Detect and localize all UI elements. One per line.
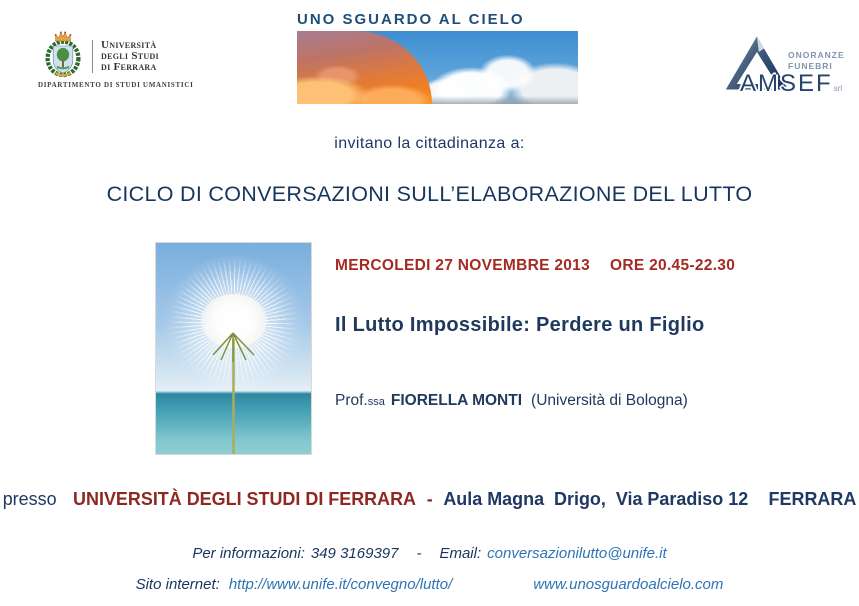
banner-title: UNO SGUARDO AL CIELO <box>297 11 525 28</box>
amsef-name: AMSEF <box>740 70 833 97</box>
sunset-clouds-overlay <box>297 31 432 104</box>
event-datetime <box>335 257 735 275</box>
unife-name-line2: degli Studi <box>101 50 159 62</box>
unife-crest-icon <box>44 30 82 78</box>
amsef-tagline <box>788 50 845 71</box>
site-link-unife[interactable]: http://www.unife.it/convegno/lutto/ <box>228 576 453 593</box>
site-line <box>0 576 859 593</box>
amsef-logo-block <box>718 30 853 105</box>
amsef-tagline-line2: FUNEBRI <box>788 60 833 71</box>
unife-name-line1: Università <box>101 39 157 51</box>
dandelion-image <box>155 242 312 455</box>
unife-name <box>92 40 159 73</box>
unife-name-line3: di Ferrara <box>101 61 157 73</box>
info-separator: - <box>416 545 422 562</box>
dandelion-stem <box>156 243 311 454</box>
venue-address: Aula Magna Drigo, Via Paradiso 12 <box>443 488 749 509</box>
info-line <box>0 545 859 562</box>
venue-city: FERRARA <box>768 488 857 509</box>
speaker-line <box>335 392 688 410</box>
intro-line: invitano la cittadinanza a: <box>334 135 525 152</box>
venue-university: UNIVERSITÀ DEGLI STUDI DI FERRARA <box>73 488 417 509</box>
info-label: Per informazioni: <box>192 545 305 562</box>
talk-title: Il Lutto Impossibile: Perdere un Figlio <box>335 314 705 336</box>
venue-separator: - <box>426 488 433 509</box>
unife-department: DIPARTIMENTO DI STUDI UMANISTICI <box>38 81 194 89</box>
amsef-tagline-line1: ONORANZE <box>788 50 845 60</box>
speaker-prefix-suffix: ssa <box>367 396 385 408</box>
speaker-affiliation: (Università di Bologna) <box>531 392 688 409</box>
email-link[interactable]: conversazionilutto@unife.it <box>487 545 667 562</box>
amsef-suffix: srl <box>833 84 843 93</box>
venue-presso: presso <box>2 488 57 509</box>
venue-line <box>2 488 857 510</box>
series-title: CICLO DI CONVERSAZIONI SULL’ELABORAZIONE DEL LUTTO <box>106 182 753 206</box>
speaker-prefix: Prof. <box>335 392 368 409</box>
amsef-name-row <box>740 70 842 98</box>
info-phone: 349 3169397 <box>310 545 399 562</box>
email-label: Email: <box>439 545 482 562</box>
sky-banner-image <box>297 31 578 104</box>
event-date: MERCOLEDI 27 NOVEMBRE 2013 <box>335 257 591 274</box>
site-label: Sito internet: <box>135 576 220 593</box>
event-time: ORE 20.45-22.30 <box>610 257 736 274</box>
site-link-unosguardoalcielo[interactable]: www.unosguardoalcielo.com <box>533 576 724 593</box>
speaker-name: FIORELLA MONTI <box>390 392 523 409</box>
